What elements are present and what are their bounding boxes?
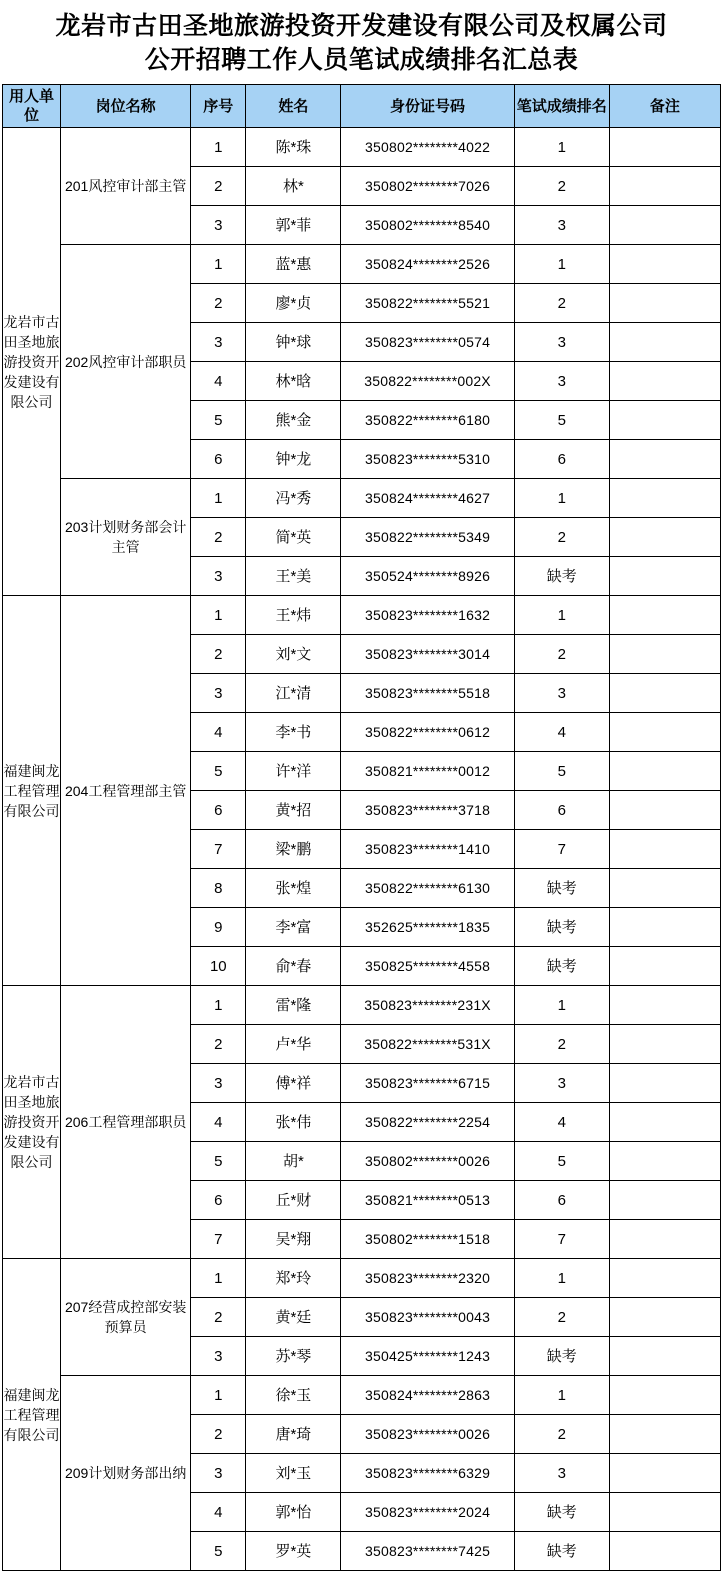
candidate-name-cell: 陈*珠 <box>246 128 341 167</box>
column-header-unit: 用人单位 <box>3 85 61 128</box>
id-number-cell: 350802********0026 <box>341 1142 514 1181</box>
id-number-cell: 350823********3718 <box>341 791 514 830</box>
remark-cell <box>609 1415 720 1454</box>
id-number-cell: 350823********2320 <box>341 1259 514 1298</box>
id-number-cell: 350822********6130 <box>341 869 514 908</box>
written-exam-rank-cell: 缺考 <box>514 908 609 947</box>
remark-cell <box>609 1142 720 1181</box>
sequence-number-cell: 1 <box>191 1259 246 1298</box>
candidate-name-cell: 傅*祥 <box>246 1064 341 1103</box>
post-name-cell: 203计划财务部会计主管 <box>61 479 191 596</box>
id-number-cell: 350822********5521 <box>341 284 514 323</box>
remark-cell <box>609 869 720 908</box>
written-exam-rank-cell: 6 <box>514 440 609 479</box>
id-number-cell: 350825********4558 <box>341 947 514 986</box>
table-row <box>3 1259 721 1298</box>
id-number-cell: 350823********6329 <box>341 1454 514 1493</box>
sequence-number-cell: 5 <box>191 1142 246 1181</box>
remark-cell <box>609 1532 720 1571</box>
id-number-cell: 350823********5310 <box>341 440 514 479</box>
candidate-name-cell: 丘*财 <box>246 1181 341 1220</box>
sequence-number-cell: 5 <box>191 1532 246 1571</box>
sequence-number-cell: 2 <box>191 635 246 674</box>
written-exam-rank-cell: 3 <box>514 362 609 401</box>
id-number-cell: 352625********1835 <box>341 908 514 947</box>
sequence-number-cell: 3 <box>191 557 246 596</box>
post-name-cell: 202风控审计部职员 <box>61 245 191 479</box>
remark-cell <box>609 1259 720 1298</box>
candidate-name-cell: 郭*怡 <box>246 1493 341 1532</box>
remark-cell <box>609 1376 720 1415</box>
written-exam-rank-cell: 1 <box>514 986 609 1025</box>
id-number-cell: 350802********4022 <box>341 128 514 167</box>
written-exam-rank-cell: 3 <box>514 206 609 245</box>
remark-cell <box>609 518 720 557</box>
employer-unit-cell: 龙岩市古田圣地旅游投资开发建设有限公司 <box>3 128 61 596</box>
column-header-seq: 序号 <box>191 85 246 128</box>
remark-cell <box>609 128 720 167</box>
written-exam-rank-cell: 4 <box>514 713 609 752</box>
sequence-number-cell: 2 <box>191 518 246 557</box>
id-number-cell: 350823********3014 <box>341 635 514 674</box>
written-exam-rank-cell: 1 <box>514 596 609 635</box>
table-body <box>3 128 721 1571</box>
written-exam-rank-cell: 1 <box>514 1376 609 1415</box>
employer-unit-cell: 福建闽龙工程管理有限公司 <box>3 596 61 986</box>
report-title <box>0 0 723 84</box>
candidate-name-cell: 郭*菲 <box>246 206 341 245</box>
remark-cell <box>609 1220 720 1259</box>
remark-cell <box>609 1337 720 1376</box>
table-row <box>3 479 721 518</box>
sequence-number-cell: 1 <box>191 479 246 518</box>
written-exam-rank-cell: 缺考 <box>514 1493 609 1532</box>
written-exam-rank-cell: 2 <box>514 1025 609 1064</box>
sequence-number-cell: 1 <box>191 245 246 284</box>
column-header-idno: 身份证号码 <box>341 85 514 128</box>
sequence-number-cell: 3 <box>191 323 246 362</box>
remark-cell <box>609 635 720 674</box>
written-exam-rank-cell: 缺考 <box>514 947 609 986</box>
remark-cell <box>609 1181 720 1220</box>
sequence-number-cell: 3 <box>191 206 246 245</box>
sequence-number-cell: 7 <box>191 830 246 869</box>
remark-cell <box>609 557 720 596</box>
remark-cell <box>609 1025 720 1064</box>
id-number-cell: 350823********1632 <box>341 596 514 635</box>
remark-cell <box>609 1493 720 1532</box>
remark-cell <box>609 713 720 752</box>
sequence-number-cell: 8 <box>191 869 246 908</box>
title-line-1: 龙岩市古田圣地旅游投资开发建设有限公司及权属公司 <box>55 13 668 40</box>
sequence-number-cell: 2 <box>191 1025 246 1064</box>
id-number-cell: 350824********2863 <box>341 1376 514 1415</box>
table-header <box>3 85 721 128</box>
id-number-cell: 350824********4627 <box>341 479 514 518</box>
candidate-name-cell: 张*煌 <box>246 869 341 908</box>
written-exam-rank-cell: 3 <box>514 1454 609 1493</box>
sequence-number-cell: 2 <box>191 284 246 323</box>
candidate-name-cell: 许*洋 <box>246 752 341 791</box>
header-row <box>3 85 721 128</box>
candidate-name-cell: 郑*玲 <box>246 1259 341 1298</box>
column-header-remark: 备注 <box>609 85 720 128</box>
id-number-cell: 350823********7425 <box>341 1532 514 1571</box>
candidate-name-cell: 苏*琴 <box>246 1337 341 1376</box>
sequence-number-cell: 9 <box>191 908 246 947</box>
id-number-cell: 350822********5349 <box>341 518 514 557</box>
sequence-number-cell: 1 <box>191 128 246 167</box>
id-number-cell: 350822********6180 <box>341 401 514 440</box>
candidate-name-cell: 王*美 <box>246 557 341 596</box>
sequence-number-cell: 3 <box>191 1337 246 1376</box>
id-number-cell: 350823********231X <box>341 986 514 1025</box>
sequence-number-cell: 2 <box>191 167 246 206</box>
candidate-name-cell: 刘*玉 <box>246 1454 341 1493</box>
post-name-cell: 207经营成控部安装预算员 <box>61 1259 191 1376</box>
written-exam-rank-cell: 2 <box>514 1298 609 1337</box>
written-exam-rank-cell: 3 <box>514 674 609 713</box>
id-number-cell: 350821********0513 <box>341 1181 514 1220</box>
remark-cell <box>609 674 720 713</box>
candidate-name-cell: 蓝*惠 <box>246 245 341 284</box>
id-number-cell: 350822********0612 <box>341 713 514 752</box>
employer-unit-cell: 龙岩市古田圣地旅游投资开发建设有限公司 <box>3 986 61 1259</box>
written-exam-rank-cell: 6 <box>514 1181 609 1220</box>
sequence-number-cell: 3 <box>191 1064 246 1103</box>
candidate-name-cell: 钟*球 <box>246 323 341 362</box>
remark-cell <box>609 1103 720 1142</box>
remark-cell <box>609 947 720 986</box>
id-number-cell: 350823********0026 <box>341 1415 514 1454</box>
remark-cell <box>609 986 720 1025</box>
table-row <box>3 245 721 284</box>
remark-cell <box>609 1454 720 1493</box>
id-number-cell: 350802********7026 <box>341 167 514 206</box>
candidate-name-cell: 李*富 <box>246 908 341 947</box>
sequence-number-cell: 4 <box>191 1493 246 1532</box>
remark-cell <box>609 830 720 869</box>
sequence-number-cell: 2 <box>191 1298 246 1337</box>
post-name-cell: 206工程管理部职员 <box>61 986 191 1259</box>
id-number-cell: 350802********1518 <box>341 1220 514 1259</box>
title-line-2: 公开招聘工作人员笔试成绩排名汇总表 <box>144 47 579 74</box>
table-row <box>3 596 721 635</box>
sequence-number-cell: 10 <box>191 947 246 986</box>
sequence-number-cell: 6 <box>191 791 246 830</box>
id-number-cell: 350823********2024 <box>341 1493 514 1532</box>
remark-cell <box>609 206 720 245</box>
candidate-name-cell: 吴*翔 <box>246 1220 341 1259</box>
candidate-name-cell: 胡* <box>246 1142 341 1181</box>
written-exam-rank-cell: 5 <box>514 752 609 791</box>
remark-cell <box>609 323 720 362</box>
remark-cell <box>609 596 720 635</box>
exam-results-table <box>2 84 721 1571</box>
candidate-name-cell: 王*炜 <box>246 596 341 635</box>
candidate-name-cell: 李*书 <box>246 713 341 752</box>
sequence-number-cell: 3 <box>191 674 246 713</box>
id-number-cell: 350823********0043 <box>341 1298 514 1337</box>
sequence-number-cell: 1 <box>191 1376 246 1415</box>
remark-cell <box>609 1298 720 1337</box>
sequence-number-cell: 5 <box>191 752 246 791</box>
written-exam-rank-cell: 7 <box>514 830 609 869</box>
remark-cell <box>609 284 720 323</box>
written-exam-rank-cell: 3 <box>514 1064 609 1103</box>
written-exam-rank-cell: 缺考 <box>514 869 609 908</box>
id-number-cell: 350425********1243 <box>341 1337 514 1376</box>
remark-cell <box>609 440 720 479</box>
column-header-rank: 笔试成绩排名 <box>514 85 609 128</box>
written-exam-rank-cell: 5 <box>514 401 609 440</box>
written-exam-rank-cell: 6 <box>514 791 609 830</box>
written-exam-rank-cell: 1 <box>514 245 609 284</box>
written-exam-rank-cell: 7 <box>514 1220 609 1259</box>
written-exam-rank-cell: 2 <box>514 635 609 674</box>
written-exam-rank-cell: 2 <box>514 284 609 323</box>
candidate-name-cell: 刘*文 <box>246 635 341 674</box>
remark-cell <box>609 167 720 206</box>
sequence-number-cell: 6 <box>191 1181 246 1220</box>
id-number-cell: 350824********2526 <box>341 245 514 284</box>
remark-cell <box>609 479 720 518</box>
column-header-name: 姓名 <box>246 85 341 128</box>
candidate-name-cell: 黄*招 <box>246 791 341 830</box>
sequence-number-cell: 1 <box>191 596 246 635</box>
sequence-number-cell: 1 <box>191 986 246 1025</box>
remark-cell <box>609 1064 720 1103</box>
sequence-number-cell: 5 <box>191 401 246 440</box>
written-exam-rank-cell: 2 <box>514 518 609 557</box>
table-row <box>3 128 721 167</box>
sequence-number-cell: 4 <box>191 1103 246 1142</box>
candidate-name-cell: 冯*秀 <box>246 479 341 518</box>
sequence-number-cell: 4 <box>191 713 246 752</box>
candidate-name-cell: 熊*金 <box>246 401 341 440</box>
id-number-cell: 350823********6715 <box>341 1064 514 1103</box>
remark-cell <box>609 401 720 440</box>
written-exam-rank-cell: 5 <box>514 1142 609 1181</box>
candidate-name-cell: 罗*英 <box>246 1532 341 1571</box>
post-name-cell: 204工程管理部主管 <box>61 596 191 986</box>
remark-cell <box>609 791 720 830</box>
written-exam-rank-cell: 缺考 <box>514 1337 609 1376</box>
written-exam-rank-cell: 4 <box>514 1103 609 1142</box>
candidate-name-cell: 林* <box>246 167 341 206</box>
table-row <box>3 1376 721 1415</box>
candidate-name-cell: 张*伟 <box>246 1103 341 1142</box>
written-exam-rank-cell: 1 <box>514 128 609 167</box>
id-number-cell: 350823********1410 <box>341 830 514 869</box>
candidate-name-cell: 钟*龙 <box>246 440 341 479</box>
candidate-name-cell: 雷*隆 <box>246 986 341 1025</box>
candidate-name-cell: 卢*华 <box>246 1025 341 1064</box>
written-exam-rank-cell: 1 <box>514 1259 609 1298</box>
sequence-number-cell: 6 <box>191 440 246 479</box>
post-name-cell: 209计划财务部出纳 <box>61 1376 191 1571</box>
candidate-name-cell: 俞*春 <box>246 947 341 986</box>
remark-cell <box>609 362 720 401</box>
candidate-name-cell: 黄*廷 <box>246 1298 341 1337</box>
remark-cell <box>609 908 720 947</box>
remark-cell <box>609 245 720 284</box>
table-row <box>3 986 721 1025</box>
id-number-cell: 350524********8926 <box>341 557 514 596</box>
id-number-cell: 350822********531X <box>341 1025 514 1064</box>
id-number-cell: 350823********5518 <box>341 674 514 713</box>
written-exam-rank-cell: 2 <box>514 1415 609 1454</box>
written-exam-rank-cell: 缺考 <box>514 557 609 596</box>
id-number-cell: 350821********0012 <box>341 752 514 791</box>
id-number-cell: 350802********8540 <box>341 206 514 245</box>
sequence-number-cell: 2 <box>191 1415 246 1454</box>
candidate-name-cell: 江*清 <box>246 674 341 713</box>
id-number-cell: 350822********002X <box>341 362 514 401</box>
candidate-name-cell: 唐*琦 <box>246 1415 341 1454</box>
sequence-number-cell: 3 <box>191 1454 246 1493</box>
candidate-name-cell: 林*晗 <box>246 362 341 401</box>
candidate-name-cell: 廖*贞 <box>246 284 341 323</box>
id-number-cell: 350823********0574 <box>341 323 514 362</box>
candidate-name-cell: 简*英 <box>246 518 341 557</box>
candidate-name-cell: 徐*玉 <box>246 1376 341 1415</box>
remark-cell <box>609 752 720 791</box>
post-name-cell: 201风控审计部主管 <box>61 128 191 245</box>
candidate-name-cell: 梁*鹏 <box>246 830 341 869</box>
sequence-number-cell: 4 <box>191 362 246 401</box>
written-exam-rank-cell: 3 <box>514 323 609 362</box>
sequence-number-cell: 7 <box>191 1220 246 1259</box>
written-exam-rank-cell: 2 <box>514 167 609 206</box>
id-number-cell: 350822********2254 <box>341 1103 514 1142</box>
written-exam-rank-cell: 1 <box>514 479 609 518</box>
column-header-post: 岗位名称 <box>61 85 191 128</box>
employer-unit-cell: 福建闽龙工程管理有限公司 <box>3 1259 61 1571</box>
written-exam-rank-cell: 缺考 <box>514 1532 609 1571</box>
